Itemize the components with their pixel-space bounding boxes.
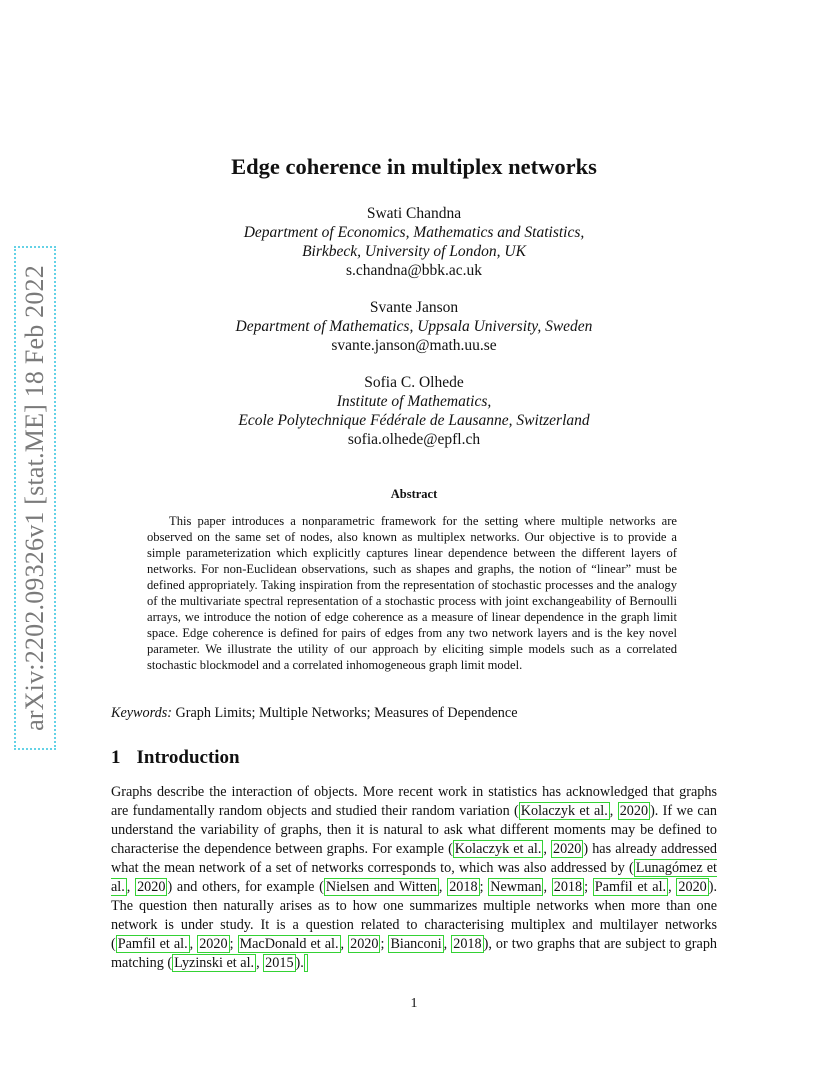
citation-link[interactable]: 2015 xyxy=(265,955,294,971)
citation-link[interactable]: 2020 xyxy=(619,803,649,819)
intro-text: , xyxy=(340,936,349,952)
intro-text: ; xyxy=(380,936,389,952)
abstract-heading: Abstract xyxy=(390,487,438,501)
abstract-body: This paper introduces a nonparametric framework for the setting where multiple networks are observed on the same set of nodes, also known as multiplex networks. Our objective is to provide a simple parameterization which explicitly captures linear dependence between the different layers of networks. For non-Euclidean observations, such as shapes and graphs, the notion of “linear” must be defined appropriately. Taking inspiration from the representation of stochastic processes and the analogy of the multivariate spectral representation of a stochastic process with joint exchangeability of Bernoulli arrays, we introduce the notion of edge coherence as a measure of linear dependence in the graph limit space. Edge coherence is defined for pairs of edges from any two network layers and is the key novel parameter. We illustrate the utility of our approach by eliciting simple models such as a correlated stochastic blockmodel and a correlated inhomogeneous graph limit model. xyxy=(147,514,677,672)
intro-text: , xyxy=(543,879,552,895)
citation-link[interactable]: 2020 xyxy=(350,936,379,952)
paper-title: Edge coherence in multiplex networks xyxy=(231,154,597,179)
intro-text: ; xyxy=(229,936,238,952)
author-name: Sofia C. Olhede xyxy=(364,374,464,391)
intro-text: ; xyxy=(584,879,593,895)
keywords-text: Graph Limits; Multiple Networks; Measures of Dependence xyxy=(175,705,518,721)
citation-link[interactable]: 2018 xyxy=(453,936,482,952)
intro-text: ). The question then naturally arises as to how one summarizes multiple networks when more than one network is under study. It is a question related to characterising multiplex and multilayer networks ( xyxy=(111,879,718,952)
citation-link[interactable]: Lunagómez et al. xyxy=(111,860,717,895)
intro-text: , xyxy=(668,879,677,895)
citation-link[interactable]: Nielsen and Witten xyxy=(325,879,437,895)
author-email[interactable]: s.chandna@bbk.ac.uk xyxy=(345,262,483,279)
citation-link[interactable]: 2020 xyxy=(678,879,707,895)
citation-link[interactable]: Pamfil et al. xyxy=(117,936,188,952)
intro-text: , xyxy=(543,841,552,857)
intro-text: , xyxy=(438,879,448,895)
keywords-label: Keywords: xyxy=(111,705,172,721)
intro-text: , xyxy=(443,936,452,952)
citation-link[interactable]: 2020 xyxy=(553,841,582,857)
author-affiliation: Ecole Polytechnique Fédérale de Lausanne, Switzerland xyxy=(238,412,590,429)
author-name: Swati Chandna xyxy=(366,205,462,222)
intro-text: , xyxy=(126,879,136,895)
author-email[interactable]: sofia.olhede@epfl.ch xyxy=(347,431,481,448)
citation-link[interactable]: Pamfil et al. xyxy=(594,879,667,895)
author-block xyxy=(0,373,828,449)
citation-link[interactable]: Newman xyxy=(490,879,542,895)
intro-text: , xyxy=(256,955,264,971)
author-block xyxy=(0,298,828,355)
intro-text: ) and others, for example ( xyxy=(167,879,324,895)
citation-link[interactable] xyxy=(304,954,308,972)
section-heading xyxy=(111,747,240,769)
citation-link[interactable]: Lyzinski et al. xyxy=(174,955,255,971)
section-title: Introduction xyxy=(136,747,240,768)
introduction-paragraph xyxy=(111,783,717,973)
intro-text: Graphs describe the interaction of objects. More recent work in statistics has acknowledged that graphs are fundamentally random objects and studied their random variation ( xyxy=(111,784,717,819)
intro-text: ) has already addressed what the mean network of a set of networks corresponds to, which was also addressed by ( xyxy=(111,841,717,876)
author-affiliation: Institute of Mathematics, xyxy=(336,393,492,410)
arxiv-identifier[interactable]: arXiv:2202.09326v1 [stat.ME] 18 Feb 2022 xyxy=(20,265,49,731)
citation-link[interactable]: Bianconi xyxy=(390,936,442,952)
citation-link[interactable]: 2018 xyxy=(449,879,478,895)
author-email[interactable]: svante.janson@math.uu.se xyxy=(331,337,497,354)
intro-text: ), or two graphs that are subject to graph matching ( xyxy=(111,936,718,971)
page-number: 1 xyxy=(410,996,418,1011)
citation-link[interactable]: MacDonald et al. xyxy=(239,936,339,952)
section-number: 1 xyxy=(111,747,121,768)
intro-text: ; xyxy=(479,879,489,895)
keywords-line xyxy=(111,705,721,722)
intro-text: ). If we can understand the variability of graphs, then it is natural to ask what different moments may be defined to characterise the dependence between graphs. For example ( xyxy=(111,803,718,857)
author-block xyxy=(0,204,828,280)
citation-link[interactable]: Kolaczyk et al. xyxy=(520,803,608,819)
citation-link[interactable]: 2018 xyxy=(553,879,583,895)
citation-link[interactable]: 2020 xyxy=(137,879,166,895)
author-name: Svante Janson xyxy=(369,299,459,316)
intro-text: , xyxy=(189,936,198,952)
citation-link[interactable]: 2020 xyxy=(199,936,228,952)
intro-text: ). xyxy=(295,955,304,971)
author-affiliation: Department of Economics, Mathematics and Statistics, xyxy=(243,224,585,241)
intro-text: , xyxy=(609,803,618,819)
author-list xyxy=(0,204,828,467)
author-affiliation: Department of Mathematics, Uppsala University, Sweden xyxy=(235,318,593,335)
author-affiliation: Birkbeck, University of London, UK xyxy=(302,243,526,260)
citation-link[interactable]: Kolaczyk et al. xyxy=(454,841,542,857)
